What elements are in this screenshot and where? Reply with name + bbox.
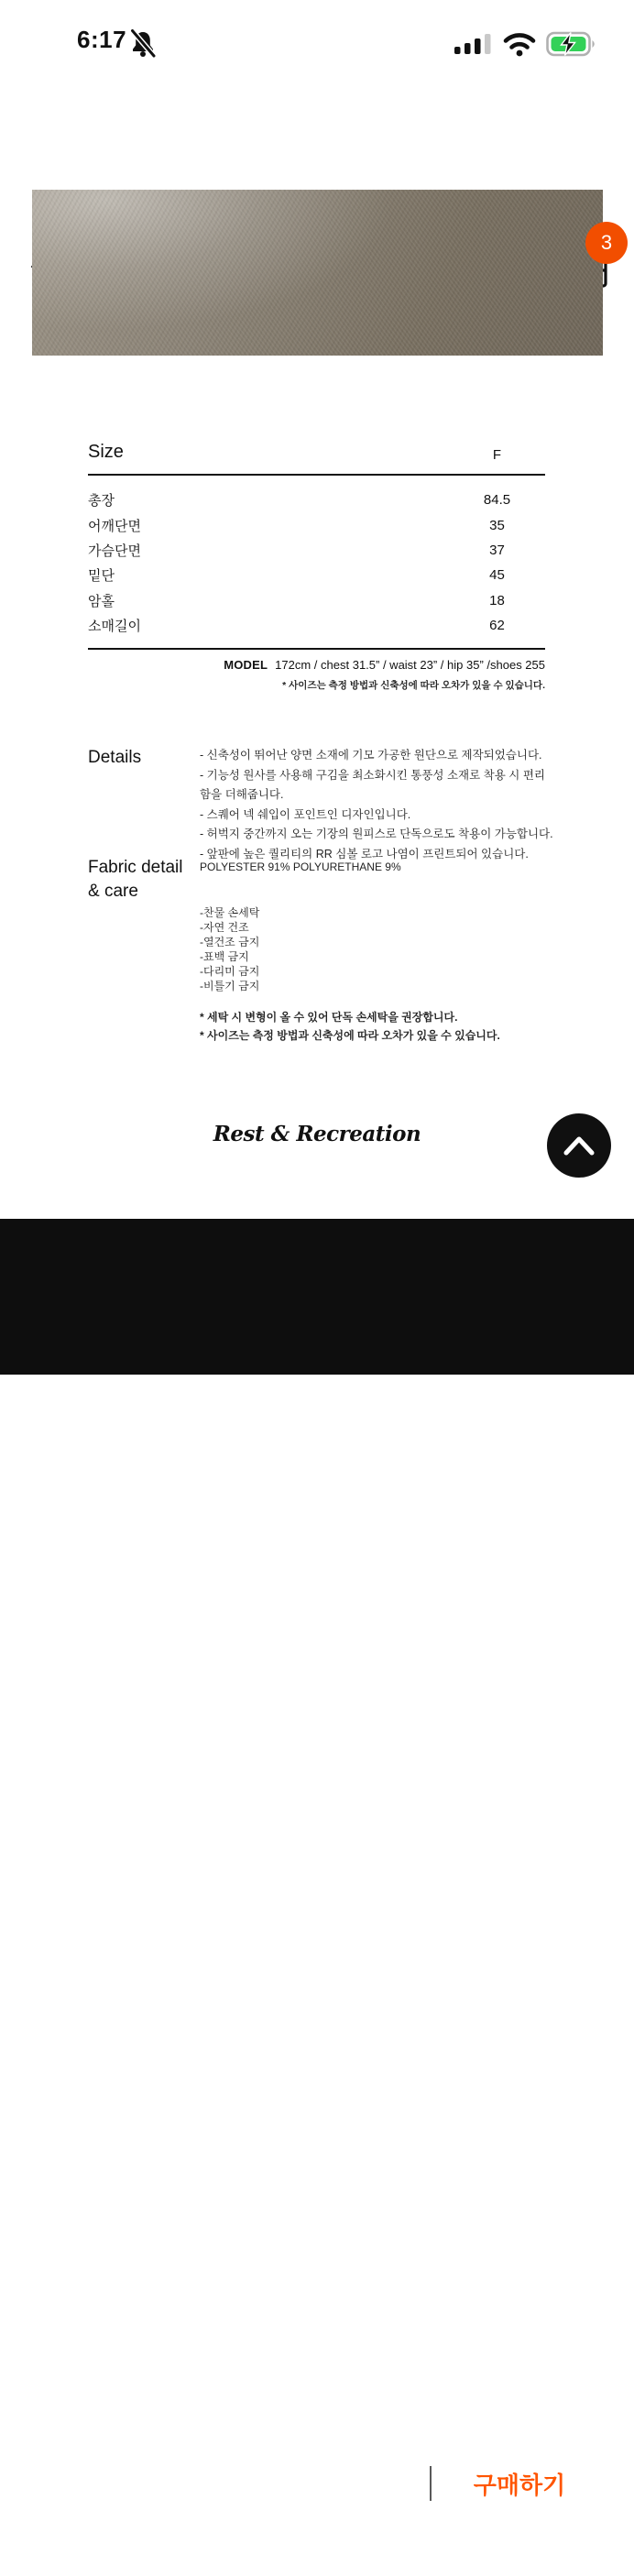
size-table [88, 442, 545, 692]
model-label: MODEL [224, 658, 268, 673]
model-info [88, 658, 545, 672]
status-time: 6:17 [77, 26, 127, 53]
care-notes [200, 1008, 500, 1045]
buy-button[interactable]: 구매하기 [473, 2472, 566, 2499]
scroll-to-top-button[interactable] [547, 1113, 611, 1178]
share-icon [127, 2464, 162, 2501]
care-item: -찬물 손세탁 [200, 906, 260, 919]
table-row [88, 488, 545, 512]
row-value: 84.5 [483, 492, 511, 509]
row-label: 암홀 [88, 593, 115, 609]
button-divider [430, 2466, 432, 2501]
row-value: 35 [489, 517, 505, 533]
brand-logo: Rest & Recreation [213, 1122, 421, 1146]
row-label: 가슴단면 [88, 543, 141, 559]
row-label: 총장 [88, 493, 115, 510]
detail-item: - 앞판에 높은 퀄리티의 RR 심볼 로고 나염이 프린트되어 있습니다. [200, 847, 529, 860]
table-row [88, 588, 545, 613]
row-value: 45 [489, 567, 505, 584]
share-button[interactable] [127, 2464, 162, 2505]
bottom-action-bar [0, 1219, 634, 2499]
care-item: -자연 건조 [200, 921, 249, 934]
wishlist-button[interactable] [43, 2461, 82, 2503]
care-item: -비틀기 금지 [200, 980, 260, 992]
row-value: 37 [489, 542, 505, 558]
row-value: 62 [489, 618, 505, 634]
table-row [88, 563, 545, 587]
row-label: 소매길이 [88, 619, 141, 635]
model-measurements: 172cm / chest 31.5” / waist 23” / hip 35” /shoes 255 [275, 658, 545, 673]
gift-button[interactable]: 선물하기 [292, 2472, 386, 2499]
care-item: -다리미 금지 [200, 965, 260, 978]
detail-item: - 신축성이 뛰어난 양면 소재에 기모 가공한 원단으로 제작되었습니다. [200, 749, 542, 762]
fabric-composition: POLYESTER 91% POLYURETHANE 9% [200, 860, 401, 873]
row-value: 18 [489, 592, 505, 608]
care-note: * 사이즈는 측정 방법과 신축성에 따라 오차가 있을 수 있습니다. [200, 1029, 500, 1042]
table-row [88, 538, 545, 563]
care-note: * 세탁 시 변형이 올 수 있어 단독 손세탁을 권장합니다. [200, 1011, 458, 1024]
fabric-care-section [88, 856, 555, 1045]
home-indicator[interactable] [206, 2567, 428, 2576]
notifications-muted-icon [129, 29, 157, 63]
fabric-care-heading [88, 856, 200, 1045]
battery-charging-icon [546, 31, 597, 61]
care-item: -열건조 금지 [200, 936, 260, 948]
size-table-header [88, 442, 545, 476]
size-note: * 사이즈는 측정 방법과 신축성에 따라 오차가 있을 수 있습니다. [282, 680, 545, 692]
fabric-care-heading-line2: & care [88, 882, 138, 901]
detail-item: - 스퀘어 넥 쉐입이 포인트인 디자인입니다. [200, 807, 411, 821]
care-item: -표백 금지 [200, 950, 249, 963]
cellular-signal-icon [454, 34, 493, 59]
detail-item: - 기능성 원사를 사용해 구김을 최소화시킨 통풍성 소재로 착용 시 편리함을 더해줍니다. [200, 768, 545, 802]
care-list [200, 905, 500, 993]
detail-item: - 허벅지 중간까지 오는 기장의 원피스로 단독으로도 착용이 가능합니다. [200, 828, 553, 841]
table-row [88, 613, 545, 638]
table-row [88, 512, 545, 537]
size-table-title: Size [88, 442, 124, 462]
nav-bar [0, 117, 634, 254]
fabric-swatch-image [32, 190, 603, 356]
wifi-icon [503, 32, 536, 60]
details-list [200, 746, 555, 865]
heart-icon [43, 2461, 82, 2498]
fabric-care-heading-line1: Fabric detail [88, 858, 183, 877]
size-table-body [88, 476, 545, 650]
details-section [88, 746, 555, 865]
row-label: 밑단 [88, 568, 115, 585]
size-column-label: F [492, 447, 502, 463]
status-bar [0, 0, 634, 84]
cart-badge: 3 [585, 222, 628, 264]
chevron-up-icon [562, 1135, 596, 1156]
fabric-care-content [200, 856, 500, 1045]
row-label: 어깨단면 [88, 518, 141, 534]
details-heading: Details [88, 748, 142, 767]
